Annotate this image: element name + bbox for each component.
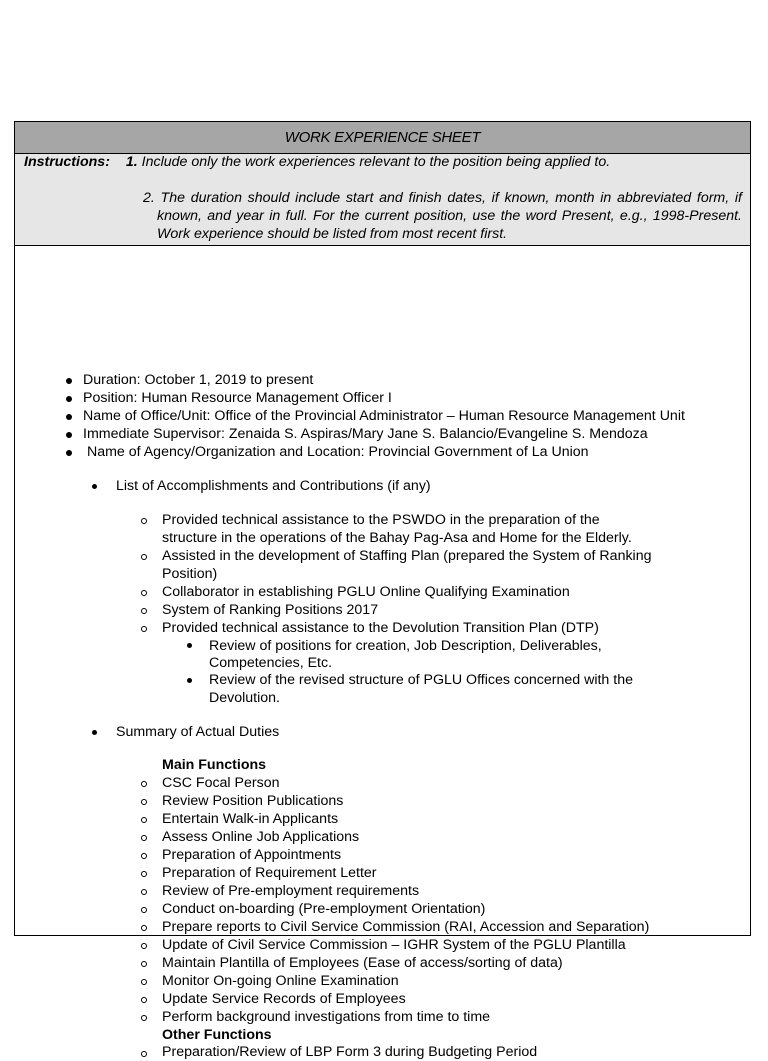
main-function-item: Update Service Records of Employees [162,991,406,1007]
accomplishment-5-sub-2-line-1: Review of the revised structure of PGLU Offices concerned with the [209,672,633,688]
instructions-label: Instructions: [24,154,110,170]
bullet-circle-icon [141,608,147,614]
work-experience-sheet [14,121,751,1060]
bullet-circle-icon [141,590,147,596]
bullet-circle-icon [141,554,147,560]
detail-supervisor: Immediate Supervisor: Zenaida S. Aspiras/Mary Jane S. Balancio/Evangeline S. Mendoza [83,426,648,442]
bullet-dot-icon [66,378,72,384]
detail-agency: Name of Agency/Organization and Location: Provincial Government of La Union [83,444,589,460]
bullet-circle-icon [141,817,147,823]
instructions-box [15,154,750,246]
accomplishment-2-line-2: Position) [162,566,218,582]
bullet-circle-icon [141,1051,147,1057]
main-function-item: Monitor On-going Online Examination [162,973,399,989]
bullet-dot-icon [66,414,72,420]
accomplishment-4: System of Ranking Positions 2017 [162,602,379,618]
bullet-circle-icon [141,889,147,895]
main-functions-label: Main Functions [162,757,267,773]
detail-office: Name of Office/Unit: Office of the Provincial Administrator – Human Resource Management Unit [83,408,685,424]
instruction-1-number: 1. [125,154,138,170]
bullet-circle-icon [141,1015,147,1021]
detail-position: Position: Human Resource Management Officer I [83,390,392,406]
bullet-dot-icon [66,396,72,402]
bullet-circle-icon [141,626,147,632]
main-function-item: Update of Civil Service Commission – IGHR System of the PGLU Plantilla [162,937,626,953]
sheet-title: WORK EXPERIENCE SHEET [15,122,750,154]
other-functions-label: Other Functions [162,1027,272,1043]
instruction-1 [24,154,610,170]
bullet-dot-icon [92,484,97,489]
accomplishment-5-sub-1-line-1: Review of positions for creation, Job Description, Deliverables, [209,638,602,654]
bullet-dot-icon [66,432,72,438]
main-function-item: Preparation of Requirement Letter [162,865,377,881]
main-function-item: Prepare reports to Civil Service Commission (RAI, Accession and Separation) [162,919,650,935]
accomplishment-5-sub-1-line-2: Competencies, Etc. [209,655,333,671]
bullet-circle-icon [141,907,147,913]
main-function-item: Assess Online Job Applications [162,829,360,845]
main-function-item: Perform background investigations from time to time [162,1009,491,1025]
accomplishment-1-line-1: Provided technical assistance to the PSWDO in the preparation of the [162,512,600,528]
bullet-circle-icon [141,943,147,949]
duties-heading: Summary of Actual Duties [116,724,280,740]
bullet-circle-icon [141,781,147,787]
main-function-item: Maintain Plantilla of Employees (Ease of access/sorting of data) [162,955,563,971]
accomplishment-2-line-1: Assisted in the development of Staffing Plan (prepared the System of Ranking [162,548,652,564]
other-function-item: Preparation/Review of LBP Form 3 during Budgeting Period [162,1044,538,1060]
bullet-circle-icon [141,979,147,985]
instruction-2-text: 2. The duration should include start and finish dates, if known, month in abbreviated form, if known, and year in full. For the current position, use the word Present, e.g., 1998-Present. Work experience should be listed from most recent first. [143,190,742,242]
bullet-dot-icon [92,730,97,735]
accomplishments-heading: List of Accomplishments and Contributions (if any) [116,478,431,494]
bullet-dot-icon [187,678,192,683]
main-function-item: Preparation of Appointments [162,847,342,863]
accomplishment-1-line-2: structure in the operations of the Bahay Pag-Asa and Home for the Elderly. [162,530,632,546]
bullet-dot-icon [187,643,192,648]
main-function-item: Conduct on-boarding (Pre-employment Orientation) [162,901,486,917]
bullet-circle-icon [141,925,147,931]
main-function-item: CSC Focal Person [162,775,280,791]
main-function-item: Review Position Publications [162,793,344,809]
bullet-dot-icon [66,450,72,456]
instruction-1-text: Include only the work experiences relevant to the position being applied to. [141,154,611,170]
bullet-circle-icon [141,997,147,1003]
bullet-circle-icon [141,835,147,841]
bullet-circle-icon [141,853,147,859]
accomplishment-5: Provided technical assistance to the Devolution Transition Plan (DTP) [162,620,599,636]
bullet-circle-icon [141,799,147,805]
detail-duration: Duration: October 1, 2019 to present [83,372,314,388]
bullet-circle-icon [141,961,147,967]
bullet-circle-icon [141,518,147,524]
accomplishment-3: Collaborator in establishing PGLU Online Qualifying Examination [162,584,570,600]
bullet-circle-icon [141,871,147,877]
main-function-item: Entertain Walk-in Applicants [162,811,339,827]
accomplishment-5-sub-2-line-2: Devolution. [209,690,280,706]
main-function-item: Review of Pre-employment requirements [162,883,420,899]
